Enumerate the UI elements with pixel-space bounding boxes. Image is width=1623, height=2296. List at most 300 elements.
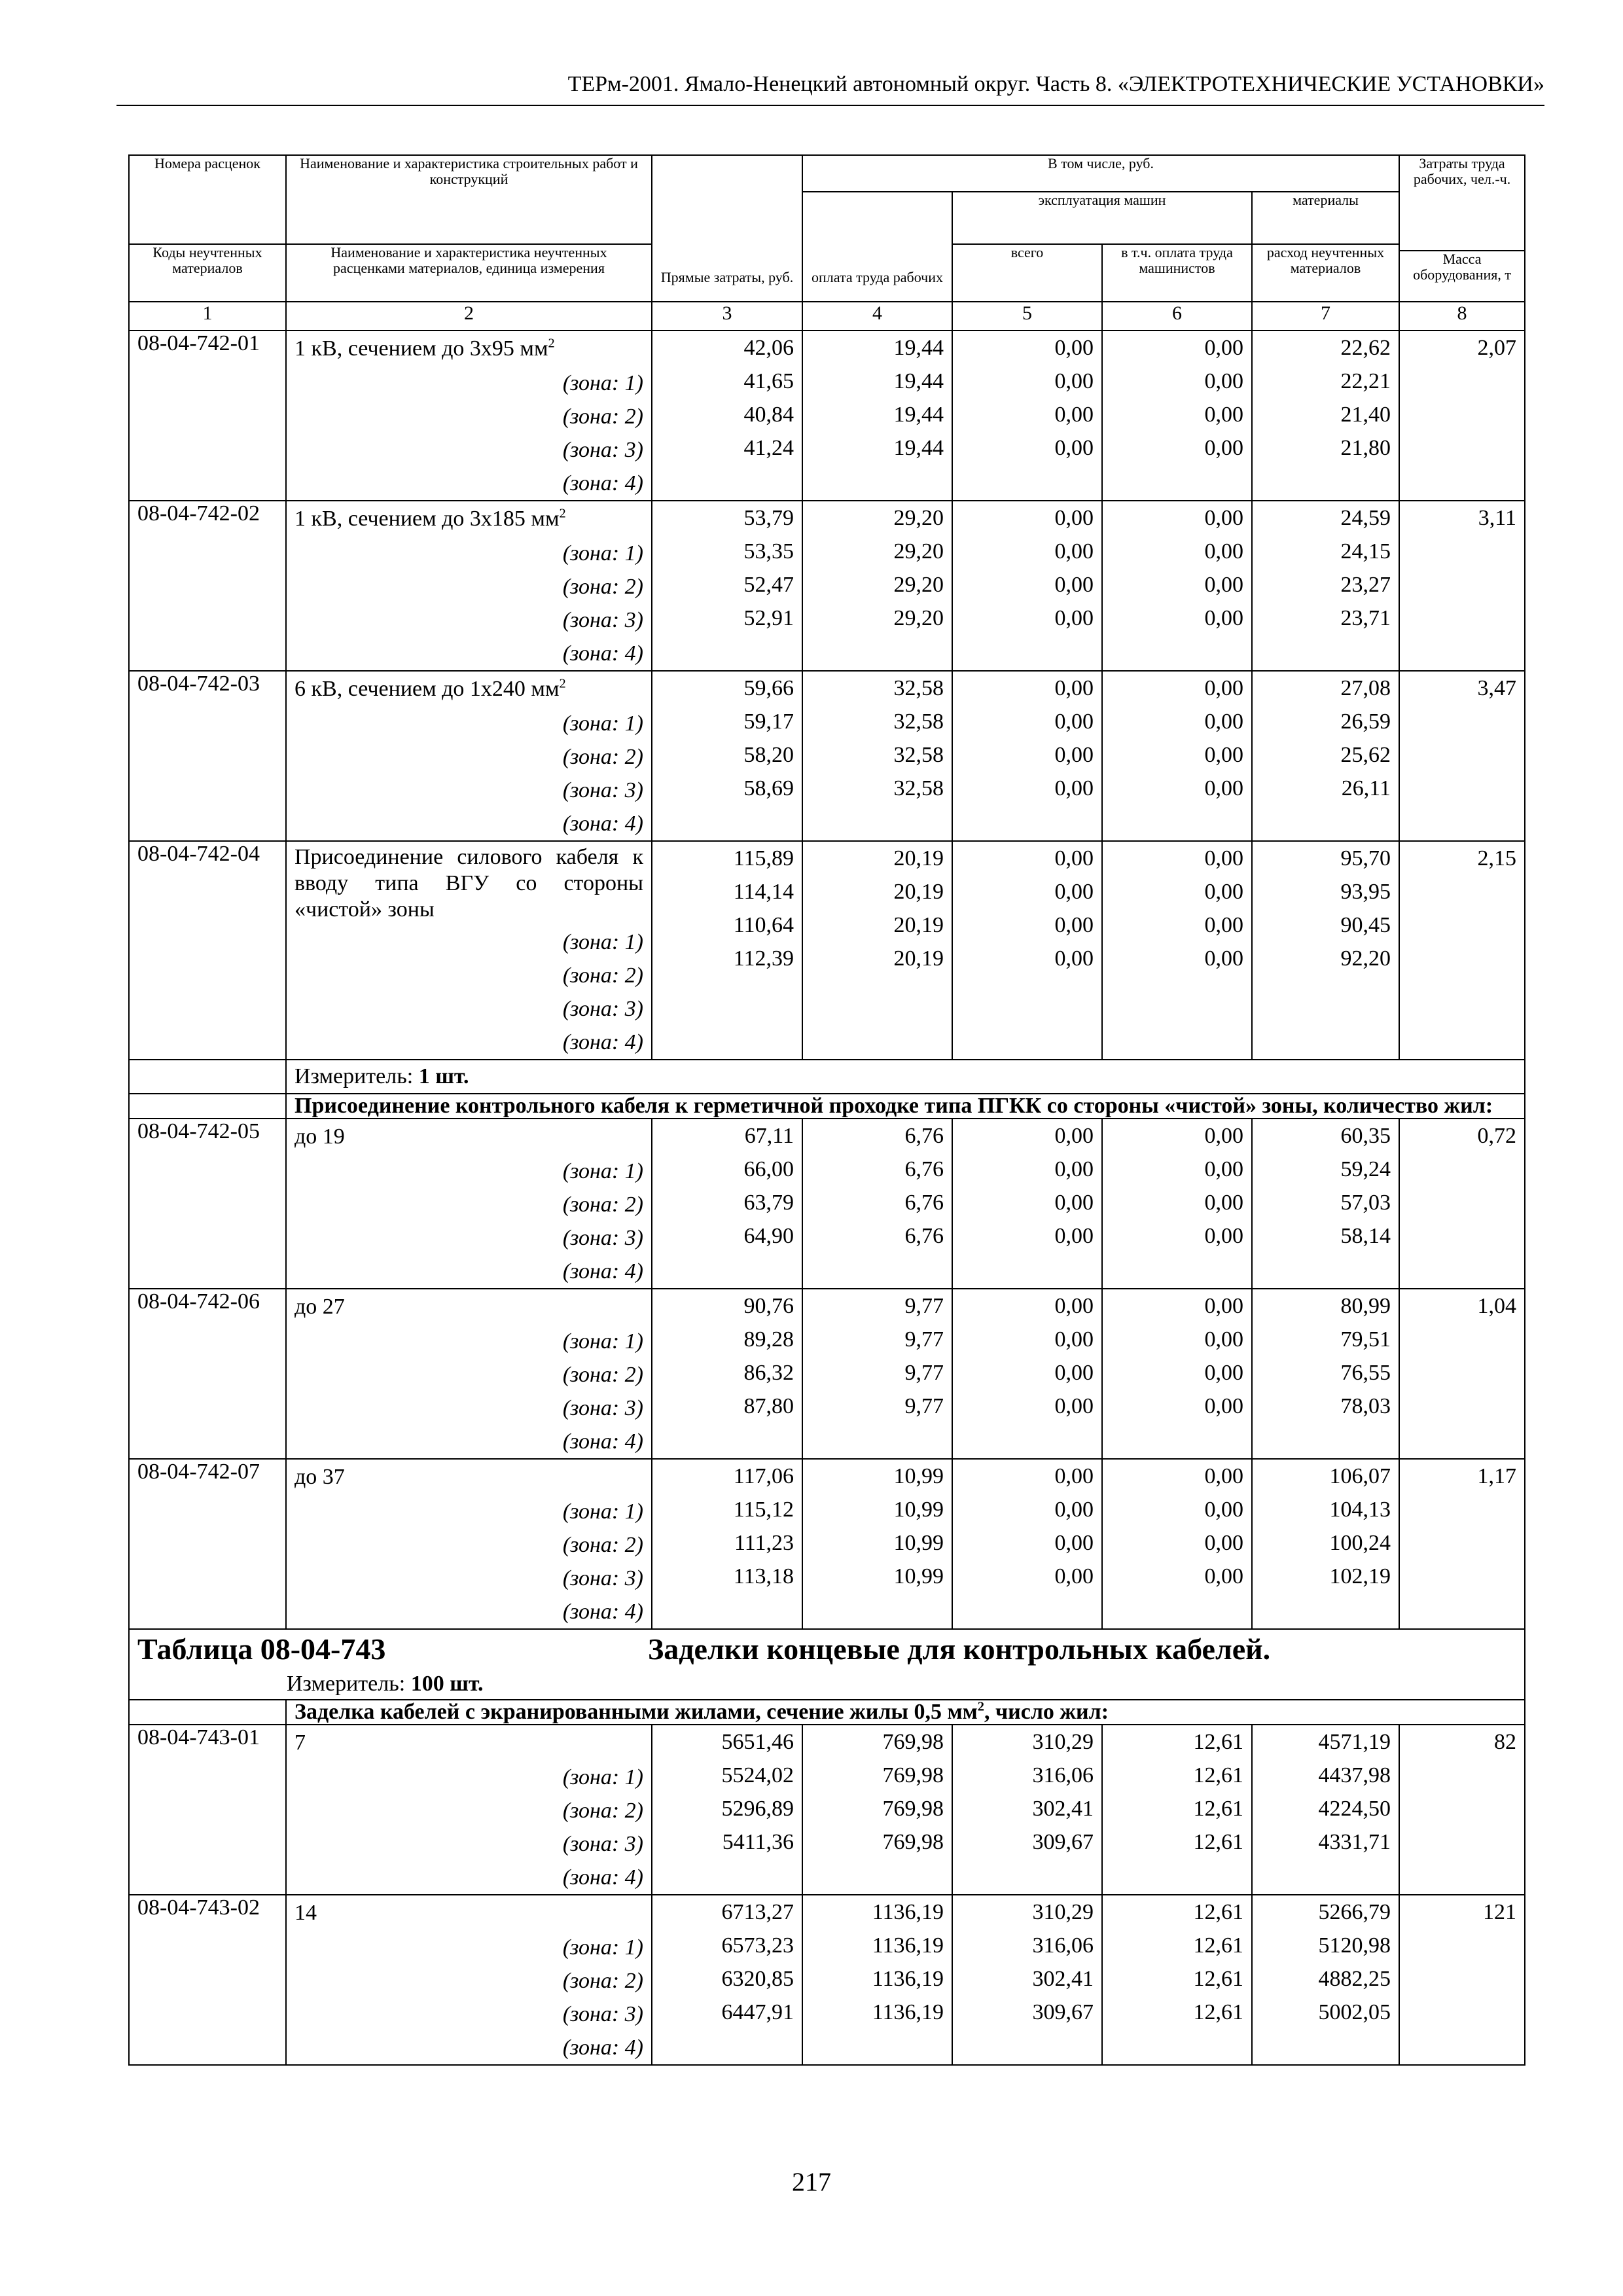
zone-value: 0,00	[1204, 743, 1243, 767]
zone-value: 302,41	[1032, 1797, 1094, 1821]
zone-value: 0,00	[1204, 1224, 1243, 1248]
zone-value: 24,15	[1340, 539, 1391, 564]
col1-top-header: Номера расценок	[129, 155, 286, 244]
work-description	[286, 1119, 652, 1289]
value-cell-mach	[952, 501, 1102, 671]
zone-label: (зона: 3)	[562, 2002, 643, 2026]
zone-value: 26,11	[1341, 776, 1391, 800]
column-number-6: 6	[1102, 302, 1252, 331]
value-cell-direct	[652, 1895, 802, 2065]
zone-label: (зона: 4)	[562, 1030, 643, 1054]
zone-value: 0,00	[1054, 913, 1094, 937]
zone-value: 0,00	[1054, 1564, 1094, 1588]
zone-value: 0,00	[1204, 539, 1243, 564]
zone-value: 0,00	[1204, 676, 1243, 700]
rate-code: 08-04-743-02	[129, 1895, 286, 2065]
zone-value: 20,19	[893, 846, 944, 870]
zone-label: (зона: 3)	[562, 438, 643, 462]
zone-label: (зона: 2)	[562, 1799, 643, 1823]
rate-code: 08-04-742-07	[129, 1459, 286, 1629]
rate-code: 08-04-742-03	[129, 671, 286, 841]
zone-value: 0,00	[1054, 336, 1094, 360]
value-cell-wages	[802, 501, 952, 671]
zone-value: 59,17	[743, 709, 794, 734]
zone-value: 23,27	[1340, 573, 1391, 597]
value-cell-mach-wages	[1102, 1725, 1252, 1895]
zone-value: 79,51	[1340, 1327, 1391, 1352]
zone-label: (зона: 2)	[562, 1363, 643, 1387]
work-description	[286, 1289, 652, 1459]
zone-value: 20,19	[893, 913, 944, 937]
table-row	[129, 1119, 1525, 1289]
zone-value: 90,45	[1340, 913, 1391, 937]
value-cell-mach	[952, 841, 1102, 1060]
zone-value: 6,76	[904, 1157, 944, 1181]
zone-value: 112,39	[733, 946, 794, 971]
zone-value: 29,20	[893, 539, 944, 564]
zone-value: 90,76	[743, 1294, 794, 1318]
zone-value: 59,66	[743, 676, 794, 700]
zone-value: 0,00	[1204, 1564, 1243, 1588]
zone-value: 0,00	[1204, 1361, 1243, 1385]
zone-label: (зона: 3)	[562, 1566, 643, 1590]
zone-value: 6,76	[904, 1124, 944, 1148]
zone-value: 1136,19	[872, 1933, 944, 1958]
work-description	[286, 331, 652, 501]
zone-value: 27,08	[1340, 676, 1391, 700]
zone-value: 0,00	[1204, 1124, 1243, 1148]
zone-label: (зона: 1)	[562, 711, 643, 736]
zone-value: 111,23	[734, 1531, 794, 1555]
zone-value: 20,19	[893, 880, 944, 904]
value-cell-direct	[652, 331, 802, 501]
zone-label: (зона: 1)	[562, 1499, 643, 1524]
zone-value: 106,07	[1329, 1464, 1391, 1488]
value-cell-wages	[802, 331, 952, 501]
zone-label: (зона: 1)	[562, 930, 643, 954]
zone-value: 316,06	[1032, 1933, 1094, 1958]
work-title	[294, 672, 643, 704]
work-title	[294, 1895, 643, 1928]
col5-header: всего	[952, 244, 1102, 302]
rate-code: 08-04-743-01	[129, 1725, 286, 1895]
work-title	[294, 1460, 643, 1492]
zone-value: 0,00	[1054, 709, 1094, 734]
zone-value: 32,58	[893, 676, 944, 700]
zone-value: 4224,50	[1318, 1797, 1391, 1821]
zone-value: 22,21	[1340, 369, 1391, 393]
zone-value: 0,00	[1204, 436, 1243, 460]
zone-value: 310,29	[1032, 1900, 1094, 1924]
value-cell-mach-wages	[1102, 671, 1252, 841]
value-cell-mach	[952, 1895, 1102, 2065]
zone-value: 0,00	[1204, 369, 1243, 393]
zone-value: 5266,79	[1318, 1900, 1391, 1924]
zone-value: 310,29	[1032, 1730, 1094, 1754]
value-cell-mach	[952, 1725, 1102, 1895]
labor-cost: 2,15	[1399, 841, 1525, 1060]
price-table	[128, 154, 1525, 2066]
column-number-row	[129, 302, 1525, 331]
machines-header: эксплуатация машин	[952, 192, 1252, 244]
value-cell-direct	[652, 1459, 802, 1629]
group-header: В том числе, руб.	[802, 155, 1399, 192]
value-cell-direct	[652, 501, 802, 671]
zone-value: 29,20	[893, 506, 944, 530]
zone-value: 24,59	[1340, 506, 1391, 530]
rate-code: 08-04-742-06	[129, 1289, 286, 1459]
value-cell-mat	[1252, 1289, 1399, 1459]
zone-label: (зона: 3)	[562, 1396, 643, 1420]
zone-value: 0,00	[1204, 913, 1243, 937]
work-description	[286, 841, 652, 1060]
zone-value: 9,77	[904, 1294, 944, 1318]
zone-label: (зона: 2)	[562, 963, 643, 988]
zone-value: 0,00	[1204, 1191, 1243, 1215]
zone-value: 0,00	[1204, 1464, 1243, 1488]
zone-value: 4882,25	[1318, 1967, 1391, 1991]
work-title-text: Присоединение силового кабеля к вводу типа ВГУ со стороны «чистой» зоны	[294, 845, 643, 922]
zone-value: 0,00	[1054, 606, 1094, 630]
zone-value: 58,20	[743, 743, 794, 767]
zone-value: 10,99	[893, 1564, 944, 1588]
value-cell-direct	[652, 841, 802, 1060]
zone-label: (зона: 1)	[562, 1159, 643, 1183]
work-title	[294, 501, 643, 534]
zone-value: 19,44	[893, 369, 944, 393]
zone-value: 19,44	[893, 436, 944, 460]
zone-value: 53,35	[743, 539, 794, 564]
zone-value: 769,98	[882, 1797, 944, 1821]
zone-value: 0,00	[1054, 1394, 1094, 1418]
zone-value: 10,99	[893, 1464, 944, 1488]
zone-value: 5651,46	[721, 1730, 794, 1754]
value-cell-wages	[802, 1119, 952, 1289]
zone-value: 1136,19	[872, 1967, 944, 1991]
zone-value: 769,98	[882, 1730, 944, 1754]
zone-value: 6320,85	[721, 1967, 794, 1991]
zone-value: 59,24	[1340, 1157, 1391, 1181]
zone-value: 104,13	[1329, 1498, 1391, 1522]
zone-label: (зона: 2)	[562, 575, 643, 599]
superscript-2: 2	[559, 676, 566, 691]
labor-cost: 0,72	[1399, 1119, 1525, 1289]
zone-value: 32,58	[893, 709, 944, 734]
zone-value: 115,89	[733, 846, 794, 870]
column-number-8: 8	[1399, 302, 1525, 331]
zone-value: 25,62	[1340, 743, 1391, 767]
zone-value: 29,20	[893, 606, 944, 630]
section-title-end: , число жил:	[984, 1700, 1109, 1724]
zone-value: 0,00	[1054, 946, 1094, 971]
rate-code: 08-04-742-05	[129, 1119, 286, 1289]
measure-label: Измеритель:	[294, 1064, 414, 1088]
col7-header: расход неучтенных материалов	[1252, 244, 1399, 302]
value-cell-direct	[652, 1289, 802, 1459]
col8-top-header: Затраты труда рабочих, чел.-ч.	[1399, 155, 1525, 251]
zone-label: (зона: 2)	[562, 404, 643, 429]
zone-value: 0,00	[1204, 336, 1243, 360]
zone-value: 6,76	[904, 1224, 944, 1248]
zone-value: 26,59	[1340, 709, 1391, 734]
zone-value: 9,77	[904, 1327, 944, 1352]
zone-value: 0,00	[1054, 1361, 1094, 1385]
value-cell-mach-wages	[1102, 331, 1252, 501]
measure-value: 100 шт.	[410, 1672, 484, 1696]
value-cell-mat	[1252, 501, 1399, 671]
zone-value: 0,00	[1054, 1224, 1094, 1248]
table-row	[129, 1459, 1525, 1629]
section-title: Присоединение контрольного кабеля к герметичной проходке типа ПГКК со стороны «чистой» зоны, количество жил:	[294, 1094, 1493, 1118]
superscript-2: 2	[977, 1699, 984, 1714]
table-title-row	[129, 1629, 1525, 1700]
table-row	[129, 1895, 1525, 2065]
value-cell-mat	[1252, 1895, 1399, 2065]
zone-value: 0,00	[1204, 1394, 1243, 1418]
work-description	[286, 671, 652, 841]
zone-value: 0,00	[1054, 846, 1094, 870]
col4-header: оплата труда рабочих	[802, 192, 952, 302]
zone-value: 52,91	[743, 606, 794, 630]
section-title-row	[129, 1094, 1525, 1119]
zone-value: 0,00	[1204, 846, 1243, 870]
zone-value: 0,00	[1204, 573, 1243, 597]
zone-label: (зона: 4)	[562, 1600, 643, 1624]
value-cell-wages	[802, 1725, 952, 1895]
col3-header: Прямые затраты, руб.	[652, 155, 802, 302]
table-row	[129, 1289, 1525, 1459]
zone-label: (зона: 2)	[562, 1969, 643, 1993]
zone-value: 5524,02	[721, 1763, 794, 1787]
value-cell-mach	[952, 1459, 1102, 1629]
zone-value: 0,00	[1204, 1327, 1243, 1352]
zone-value: 0,00	[1054, 573, 1094, 597]
zone-label: (зона: 2)	[562, 1533, 643, 1557]
zone-value: 58,69	[743, 776, 794, 800]
value-cell-direct	[652, 671, 802, 841]
header-rule	[116, 105, 1544, 106]
zone-value: 0,00	[1054, 743, 1094, 767]
labor-cost: 1,04	[1399, 1289, 1525, 1459]
value-cell-mach	[952, 1289, 1102, 1459]
zone-label: (зона: 1)	[562, 1329, 643, 1354]
zone-value: 89,28	[743, 1327, 794, 1352]
work-title-text: 6 кВ, сечением до 1х240 мм	[294, 677, 560, 701]
zone-value: 0,00	[1204, 1157, 1243, 1181]
zone-value: 102,19	[1329, 1564, 1391, 1588]
materials-header: материалы	[1252, 192, 1399, 244]
value-cell-wages	[802, 1895, 952, 2065]
zone-value: 309,67	[1032, 2000, 1094, 2024]
zone-label: (зона: 1)	[562, 371, 643, 395]
zone-value: 67,11	[744, 1124, 794, 1148]
zone-value: 0,00	[1054, 1294, 1094, 1318]
work-title-text: 1 кВ, сечением до 3х185 мм	[294, 507, 560, 531]
zone-value: 5120,98	[1318, 1933, 1391, 1958]
value-cell-mat	[1252, 331, 1399, 501]
column-number-1: 1	[129, 302, 286, 331]
zone-label: (зона: 1)	[562, 1935, 643, 1960]
zone-label: (зона: 3)	[562, 1832, 643, 1856]
value-cell-mat	[1252, 841, 1399, 1060]
zone-value: 92,20	[1340, 946, 1391, 971]
value-cell-direct	[652, 1725, 802, 1895]
zone-value: 20,19	[893, 946, 944, 971]
zone-label: (зона: 4)	[562, 812, 643, 836]
zone-label: (зона: 3)	[562, 608, 643, 632]
value-cell-mach-wages	[1102, 501, 1252, 671]
labor-cost: 1,17	[1399, 1459, 1525, 1629]
col8-bottom-header: Масса оборудования, т	[1399, 251, 1525, 302]
zone-value: 19,44	[893, 403, 944, 427]
page-number: 217	[792, 2167, 831, 2197]
zone-value: 0,00	[1204, 946, 1243, 971]
zone-value: 769,98	[882, 1830, 944, 1854]
zone-label: (зона: 3)	[562, 997, 643, 1021]
work-title	[294, 1289, 643, 1322]
zone-value: 0,00	[1054, 1157, 1094, 1181]
value-cell-mat	[1252, 1459, 1399, 1629]
header-title: ТЕРм-2001. Ямало-Ненецкий автономный округ. Часть 8. «ЭЛЕКТРОТЕХНИЧЕСКИЕ УСТАНОВКИ»	[567, 72, 1544, 96]
value-cell-mach-wages	[1102, 841, 1252, 1060]
zone-value: 21,80	[1340, 436, 1391, 460]
zone-value: 10,99	[893, 1531, 944, 1555]
work-title-text: до 27	[294, 1295, 345, 1319]
zone-value: 5411,36	[722, 1830, 794, 1854]
col6-header: в т.ч. оплата труда машинистов	[1102, 244, 1252, 302]
zone-value: 4331,71	[1318, 1830, 1391, 1854]
value-cell-mach-wages	[1102, 1895, 1252, 2065]
zone-value: 302,41	[1032, 1967, 1094, 1991]
zone-value: 0,00	[1054, 1327, 1094, 1352]
table-row	[129, 1725, 1525, 1895]
zone-value: 6447,91	[721, 2000, 794, 2024]
zone-value: 12,61	[1193, 1797, 1243, 1821]
zone-value: 78,03	[1340, 1394, 1391, 1418]
zone-value: 41,65	[743, 369, 794, 393]
col1-bottom-header: Коды неучтенных материалов	[129, 244, 286, 302]
zone-value: 0,00	[1054, 436, 1094, 460]
zone-value: 12,61	[1193, 1967, 1243, 1991]
work-description	[286, 501, 652, 671]
work-title-text: 14	[294, 1901, 317, 1925]
zone-value: 0,00	[1204, 776, 1243, 800]
zone-value: 0,00	[1204, 403, 1243, 427]
work-description	[286, 1895, 652, 2065]
zone-value: 9,77	[904, 1394, 944, 1418]
zone-label: (зона: 1)	[562, 541, 643, 565]
zone-value: 12,61	[1193, 1933, 1243, 1958]
zone-value: 21,40	[1340, 403, 1391, 427]
zone-value: 0,00	[1054, 676, 1094, 700]
zone-label: (зона: 4)	[562, 471, 643, 495]
measure-label: Измеритель:	[287, 1672, 406, 1696]
zone-value: 0,00	[1204, 606, 1243, 630]
table-row	[129, 671, 1525, 841]
zone-value: 1136,19	[872, 1900, 944, 1924]
superscript-2: 2	[548, 336, 555, 351]
zone-value: 0,00	[1204, 1498, 1243, 1522]
measure-row	[129, 1060, 1525, 1094]
rate-code: 08-04-742-04	[129, 841, 286, 1060]
value-cell-wages	[802, 1289, 952, 1459]
work-title	[294, 842, 643, 923]
work-description	[286, 1459, 652, 1629]
value-cell-wages	[802, 1459, 952, 1629]
work-title	[294, 1119, 643, 1152]
column-number-5: 5	[952, 302, 1102, 331]
zone-value: 0,00	[1054, 369, 1094, 393]
labor-cost: 2,07	[1399, 331, 1525, 501]
column-number-7: 7	[1252, 302, 1399, 331]
zone-value: 0,00	[1054, 1531, 1094, 1555]
zone-value: 100,24	[1329, 1531, 1391, 1555]
zone-value: 53,79	[743, 506, 794, 530]
zone-value: 12,61	[1193, 1763, 1243, 1787]
zone-value: 0,00	[1054, 1464, 1094, 1488]
table-name: Заделки концевые для контрольных кабелей.	[648, 1632, 1271, 1666]
zone-value: 0,00	[1054, 1124, 1094, 1148]
value-cell-mat	[1252, 671, 1399, 841]
zone-value: 115,12	[733, 1498, 794, 1522]
zone-value: 0,00	[1054, 776, 1094, 800]
value-cell-mach-wages	[1102, 1459, 1252, 1629]
zone-value: 0,00	[1054, 1498, 1094, 1522]
zone-value: 23,71	[1340, 606, 1391, 630]
zone-value: 316,06	[1032, 1763, 1094, 1787]
table-number: Таблица 08-04-743	[137, 1632, 386, 1666]
labor-cost: 121	[1399, 1895, 1525, 2065]
zone-value: 0,00	[1204, 880, 1243, 904]
labor-cost: 82	[1399, 1725, 1525, 1895]
zone-value: 86,32	[743, 1361, 794, 1385]
zone-value: 117,06	[733, 1464, 794, 1488]
zone-label: (зона: 4)	[562, 1865, 643, 1890]
zone-value: 40,84	[743, 403, 794, 427]
work-title-text: 7	[294, 1731, 306, 1755]
zone-value: 6713,27	[721, 1900, 794, 1924]
running-header	[116, 68, 1544, 106]
column-number-3: 3	[652, 302, 802, 331]
value-cell-mach-wages	[1102, 1289, 1252, 1459]
zone-value: 4571,19	[1318, 1730, 1391, 1754]
zone-value: 1136,19	[872, 2000, 944, 2024]
table-row	[129, 331, 1525, 501]
zone-value: 5002,05	[1318, 2000, 1391, 2024]
zone-value: 80,99	[1340, 1294, 1391, 1318]
value-cell-mach	[952, 671, 1102, 841]
labor-cost: 3,11	[1399, 501, 1525, 671]
zone-value: 4437,98	[1318, 1763, 1391, 1787]
zone-value: 32,58	[893, 776, 944, 800]
work-title-text: 1 кВ, сечением до 3х95 мм	[294, 336, 548, 361]
zone-value: 0,00	[1054, 1191, 1094, 1215]
zone-label: (зона: 2)	[562, 745, 643, 769]
rate-code: 08-04-742-02	[129, 501, 286, 671]
zone-value: 32,58	[893, 743, 944, 767]
zone-value: 0,00	[1204, 1294, 1243, 1318]
zone-value: 12,61	[1193, 1900, 1243, 1924]
zone-value: 60,35	[1340, 1124, 1391, 1148]
zone-value: 58,14	[1340, 1224, 1391, 1248]
work-title-text: до 37	[294, 1465, 345, 1489]
zone-value: 5296,89	[721, 1797, 794, 1821]
zone-label: (зона: 4)	[562, 1429, 643, 1454]
zone-value: 22,62	[1340, 336, 1391, 360]
zone-label: (зона: 4)	[562, 1259, 643, 1283]
zone-value: 309,67	[1032, 1830, 1094, 1854]
zone-label: (зона: 2)	[562, 1193, 643, 1217]
